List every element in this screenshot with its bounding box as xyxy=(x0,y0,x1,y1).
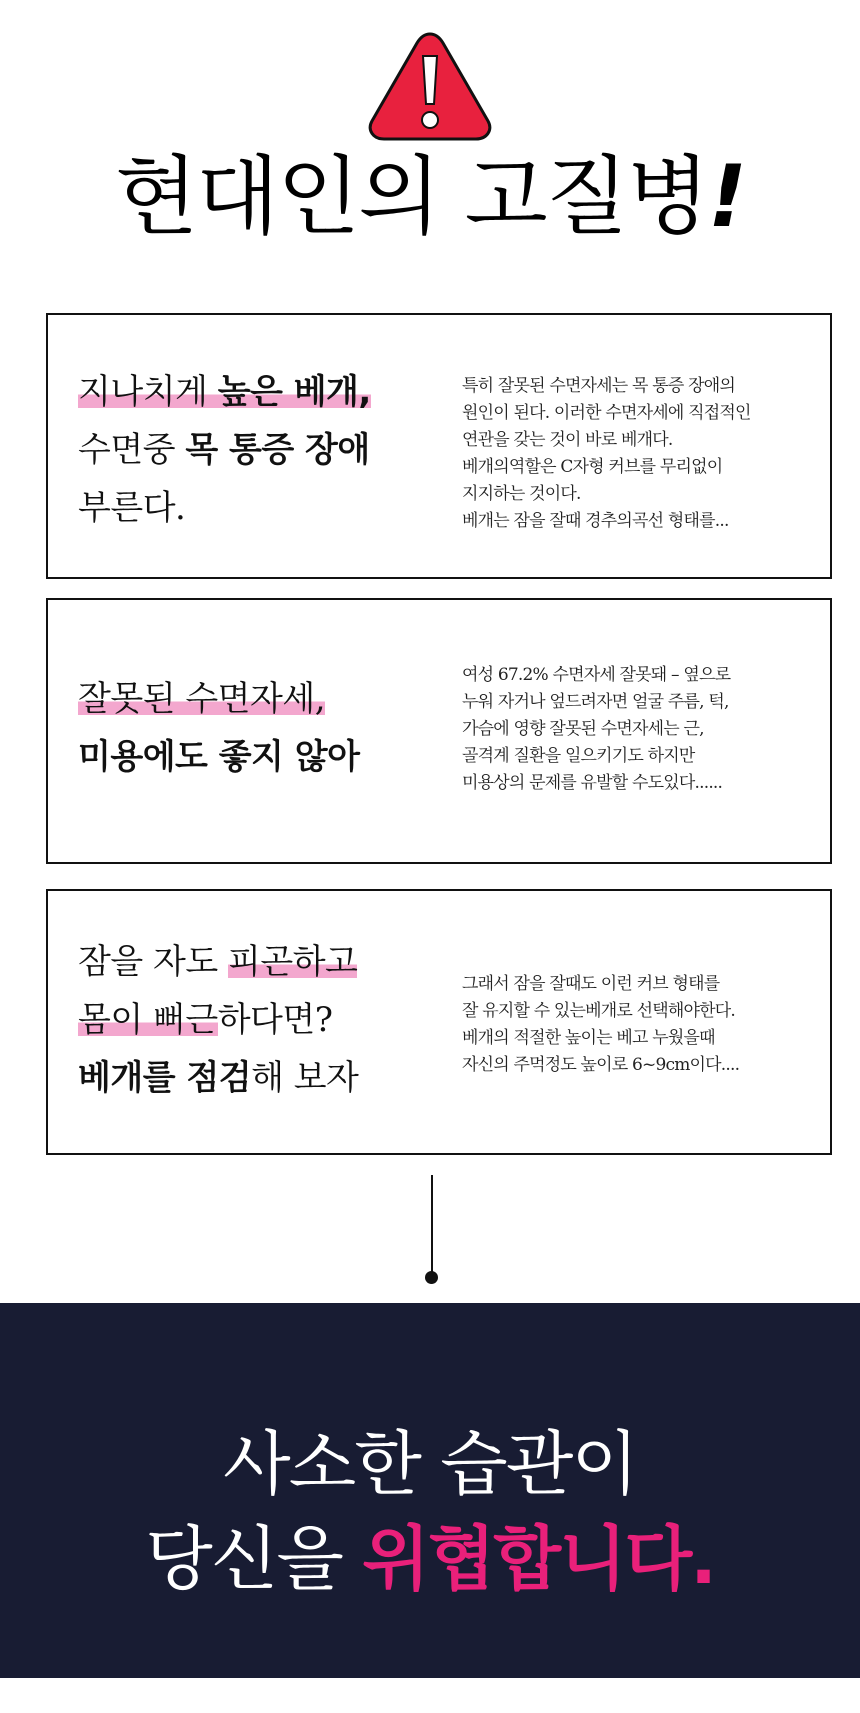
connector-dot xyxy=(425,1271,438,1284)
title-exclamation: ! xyxy=(707,147,746,247)
warning-banner xyxy=(0,1303,860,1678)
banner-accent-text: 위협합니다. xyxy=(362,1518,715,1600)
page-title: 현대인의 고질병! xyxy=(114,147,746,247)
connector-line xyxy=(431,1175,433,1277)
info-card-pillow-height xyxy=(46,313,832,579)
card-headline: 지나치게 높은 베개, 수면중 목 통증 장애 부른다. xyxy=(78,372,371,528)
info-card-check-pillow xyxy=(46,889,832,1155)
card-body-text: 여성 67.2% 수면자세 잘못돼 – 옆으로 누워 자거나 엎드려자면 얼굴 주름, 턱, 가슴에 영향 잘못된 수면자세는 근, 골격계 질환을 일으키기도 하지만 미용상의 문제를 유발할 수도있다...... xyxy=(462,665,731,793)
banner-line-2: 당신을 위협합니다. xyxy=(145,1518,715,1600)
card-headline: 잠을 자도 피곤하고 몸이 뻐근하다면? 베개를 점검해 보자 xyxy=(78,942,359,1098)
card-body-text: 특히 잘못된 수면자세는 목 통증 장애의 원인이 된다. 이러한 수면자세에 직접적인 연관을 갖는 것이 바로 베개다. 베개의역할은 C자형 커브를 무리없이 지지하는 것이다. 베개는 잠을 잘때 경추의곡선 형태를... xyxy=(462,376,751,531)
banner-line-1: 사소한 습관이 xyxy=(223,1423,637,1505)
card-body-text: 그래서 잠을 잘때도 이런 커브 형태를 잘 유지할 수 있는베개로 선택해야한다. 베개의 적절한 높이는 베고 누웠을때 자신의 주먹정도 높이로 6~9cm이다.... xyxy=(462,974,740,1075)
info-card-sleep-posture xyxy=(46,598,832,864)
card-headline: 잘못된 수면자세, 미용에도 좋지 않아 xyxy=(78,679,360,777)
warning-triangle-icon xyxy=(366,28,494,144)
